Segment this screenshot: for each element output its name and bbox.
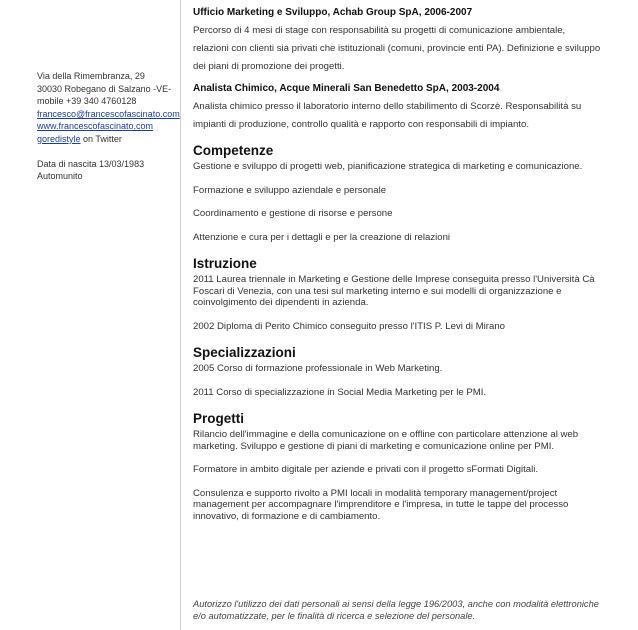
istruzione-item: 2011 Laurea triennale in Marketing e Gestione delle Imprese conseguita presso l'Università Cà Foscari di Venezia, con una tesi sul marketing interno e sui modelli di organizzazione e coinvolgimento dei dipendenti in azienda. [193,274,595,308]
job-description: Percorso di 4 mesi di stage con responsabilità su progetti di comunicazione ambientale, relazioni con clienti sia privati che istituzionali (comuni, provincie enti PA). Definizione e sviluppo dei piani di promozione dei progetti. [193,25,601,72]
istruzione-item: 2002 Diploma di Perito Chimico conseguito presso l'ITIS P. Levi di Mirano [193,320,506,332]
email-link[interactable]: francesco@francescofascinato.com [37,108,180,119]
address-line-1: Via della Rimembranza, 29 [37,71,145,81]
progetti-item: Rilancio dell'immagine e della comunicazione on e offline con particolare attenzione al web marketing. Sviluppo e gestione di piani di marketing e comunicazione online per PMI. [193,429,579,452]
progetti-item: Consulenza e supporto rivolto a PMI locali in modalità temporary management/project management per accompagnare l'imprenditore e l'impresa, in tutte le tappe del processo innovativo, di formazione e di cambiamento. [193,487,569,522]
progetti-item: Formatore in ambito digitale per aziende e privati con il progetto sFormati Digitali. [193,464,539,475]
twitter-suffix: on Twitter [80,133,122,144]
address-line-2: 30030 Robegano di Salzano -VE- [37,83,172,94]
specializzazioni-item: 2011 Corso di specializzazione in Social Media Marketing per le PMI. [193,386,487,398]
section-title-specializzazioni: Specializzazioni [193,345,296,360]
mobile-number: mobile +39 340 4760128 [37,96,137,107]
specializzazioni-item: 2005 Corso di formazione professionale in Web Marketing. [193,363,443,374]
website-link[interactable]: www.francescofascinato.com [37,121,154,132]
job-title: Ufficio Marketing e Sviluppo, Achab Group SpA, 2006-2007 [193,7,473,18]
competenze-item: Formazione e sviluppo aziendale e personale [193,184,387,196]
main-content [193,6,603,534]
twitter-link[interactable]: goredistyle [37,133,81,144]
vehicle-status: Automunito [37,171,83,182]
privacy-note: Autorizzo l'utilizzo dei dati personali ai sensi della legge 196/2003, anche con modalità elettroniche e/o automatizzate, per le finalità di ricerca e selezione del personale. [193,599,599,621]
section-title-competenze: Competenze [193,143,274,158]
section-title-istruzione: Istruzione [193,256,257,271]
experience-entry [193,82,603,134]
job-description: Analista chimico presso il laboratorio interno dello stabilimento di Scorzè. Responsabilità su impianti di produzione, controllo qualità e rapporto con responsabili di impianto. [193,101,582,130]
job-title: Analista Chimico, Acque Minerali San Benedetto SpA, 2003-2004 [193,83,500,94]
twitter-line [37,133,177,146]
column-divider [180,0,181,630]
competenze-item: Attenzione e cura per i dettagli e per la creazione di relazioni [193,231,451,243]
competenze-item: Coordinamento e gestione di risorse e persone [193,208,393,219]
section-title-progetti: Progetti [193,411,245,426]
experience-entry [193,6,603,76]
birth-date: Data di nascita 13/03/1983 [37,158,145,169]
contact-sidebar [37,70,180,183]
competenze-item: Gestione e sviluppo di progetti web, pianificazione strategica di marketing e comunicazione. [193,161,583,172]
